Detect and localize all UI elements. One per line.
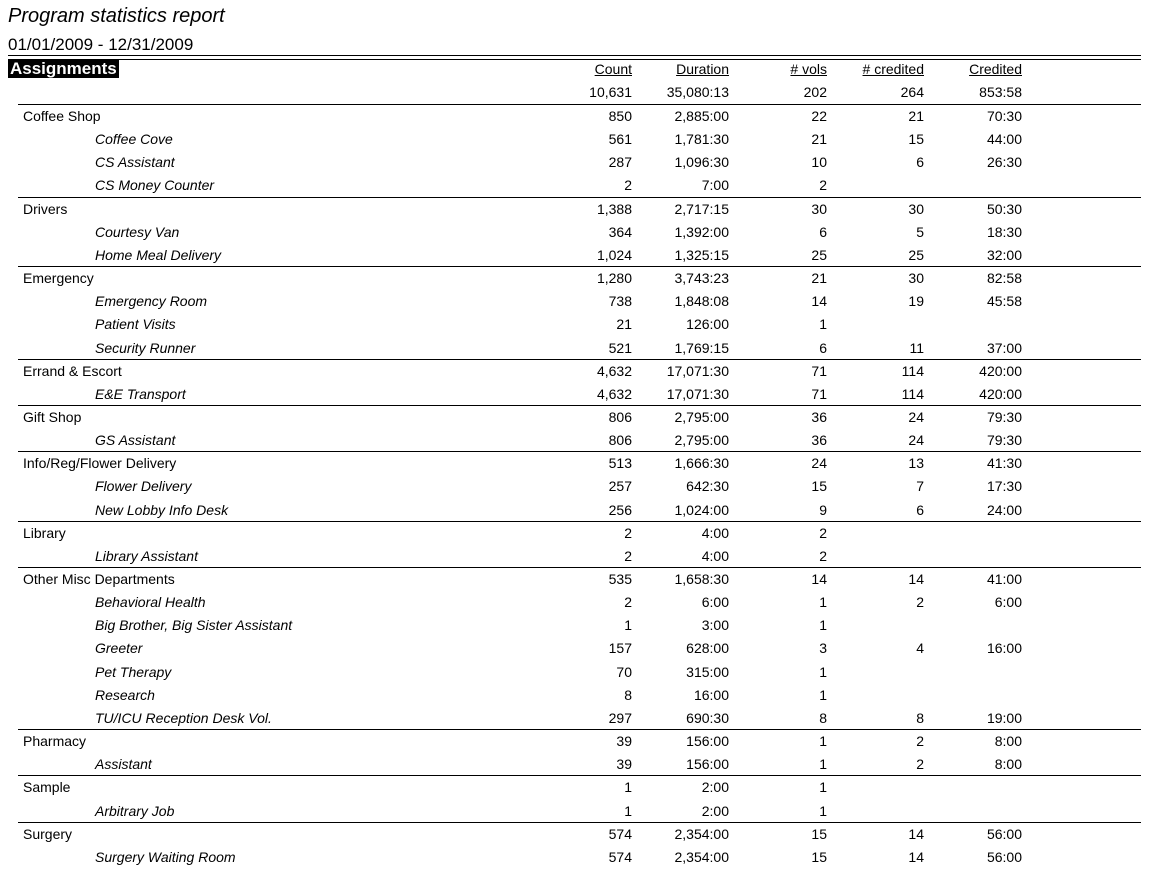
cell-credited: 56:00 bbox=[986, 849, 1022, 865]
cell-count: 850 bbox=[608, 108, 632, 124]
cell-vols: 14 bbox=[811, 571, 827, 587]
cell-count: 21 bbox=[616, 316, 632, 332]
cell-vols: 15 bbox=[811, 849, 827, 865]
cell-credited: 79:30 bbox=[986, 409, 1022, 425]
cell-credited: 6:00 bbox=[994, 594, 1022, 610]
cell-count: 364 bbox=[608, 224, 632, 240]
assignment-label: Flower Delivery bbox=[95, 478, 192, 494]
cell-vols: 1 bbox=[819, 594, 827, 610]
cell-vols: 1 bbox=[819, 664, 827, 680]
cell-credited: 44:00 bbox=[986, 131, 1022, 147]
assignment-label: Behavioral Health bbox=[95, 594, 206, 610]
cell-vols: 1 bbox=[819, 316, 827, 332]
cell-count: 39 bbox=[616, 733, 632, 749]
cell-count: 4,632 bbox=[596, 363, 632, 379]
cell-count: 70 bbox=[616, 664, 632, 680]
cell-count: 1 bbox=[624, 779, 632, 795]
cell-count: 39 bbox=[616, 756, 632, 772]
cell-credited-count: 30 bbox=[908, 201, 924, 217]
assignment-row bbox=[0, 636, 1149, 659]
cell-credited-count: 24 bbox=[908, 409, 924, 425]
cell-vols: 3 bbox=[819, 640, 827, 656]
header-rule-top bbox=[8, 55, 1141, 56]
report-title: Program statistics report bbox=[8, 5, 225, 27]
group-row bbox=[0, 521, 1149, 544]
assignment-label: Security Runner bbox=[95, 340, 196, 356]
cell-vols: 8 bbox=[819, 710, 827, 726]
cell-duration: 3:00 bbox=[701, 617, 729, 633]
assignment-row bbox=[0, 243, 1149, 266]
cell-credited-count: 2 bbox=[916, 733, 924, 749]
cell-credited: 41:00 bbox=[986, 571, 1022, 587]
section-label-assignments: Assignments bbox=[10, 59, 117, 78]
cell-count: 574 bbox=[608, 849, 632, 865]
cell-duration: 6:00 bbox=[701, 594, 729, 610]
assignment-label: Patient Visits bbox=[95, 316, 176, 332]
group-label: Pharmacy bbox=[23, 733, 87, 749]
cell-count: 1 bbox=[624, 617, 632, 633]
cell-credited: 70:30 bbox=[986, 108, 1022, 124]
assignment-row bbox=[0, 752, 1149, 775]
cell-vols: 21 bbox=[811, 270, 827, 286]
cell-credited-count: 6 bbox=[916, 154, 924, 170]
cell-duration: 3,743:23 bbox=[674, 270, 729, 286]
cell-count: 297 bbox=[608, 710, 632, 726]
cell-duration: 17,071:30 bbox=[666, 363, 729, 379]
cell-vols: 15 bbox=[811, 826, 827, 842]
cell-duration: 2,354:00 bbox=[674, 826, 729, 842]
cell-vols: 30 bbox=[811, 201, 827, 217]
assignment-row bbox=[0, 590, 1149, 613]
total-credited: 853:58 bbox=[979, 84, 1022, 100]
assignment-label: Emergency Room bbox=[95, 293, 208, 309]
cell-duration: 7:00 bbox=[701, 177, 729, 193]
cell-duration: 156:00 bbox=[686, 733, 729, 749]
group-label: Library bbox=[23, 525, 66, 541]
cell-count: 2 bbox=[624, 177, 632, 193]
cell-count: 1,388 bbox=[596, 201, 632, 217]
cell-duration: 17,071:30 bbox=[666, 386, 729, 402]
group-label: Other Misc Departments bbox=[23, 571, 175, 587]
cell-duration: 1,024:00 bbox=[674, 502, 729, 518]
cell-count: 574 bbox=[608, 826, 632, 842]
cell-vols: 1 bbox=[819, 756, 827, 772]
cell-credited: 26:30 bbox=[986, 154, 1022, 170]
cell-duration: 4:00 bbox=[701, 548, 729, 564]
assignment-label: Library Assistant bbox=[95, 548, 198, 564]
cell-duration: 1,666:30 bbox=[674, 455, 729, 471]
cell-vols: 22 bbox=[811, 108, 827, 124]
assignment-label: Assistant bbox=[95, 756, 152, 772]
cell-vols: 1 bbox=[819, 617, 827, 633]
cell-vols: 24 bbox=[811, 455, 827, 471]
cell-duration: 1,392:00 bbox=[674, 224, 729, 240]
cell-count: 257 bbox=[608, 478, 632, 494]
cell-count: 1,024 bbox=[596, 247, 632, 263]
group-label: Emergency bbox=[23, 270, 94, 286]
cell-vols: 25 bbox=[811, 247, 827, 263]
cell-count: 561 bbox=[608, 131, 632, 147]
cell-duration: 2,795:00 bbox=[674, 409, 729, 425]
cell-duration: 690:30 bbox=[686, 710, 729, 726]
cell-credited: 32:00 bbox=[986, 247, 1022, 263]
cell-vols: 2 bbox=[819, 525, 827, 541]
group-label: Surgery bbox=[23, 826, 73, 842]
group-label: Coffee Shop bbox=[23, 108, 101, 124]
cell-credited: 8:00 bbox=[994, 756, 1022, 772]
cell-credited-count: 4 bbox=[916, 640, 924, 656]
cell-vols: 71 bbox=[811, 363, 827, 379]
cell-vols: 15 bbox=[811, 478, 827, 494]
assignment-label: Big Brother, Big Sister Assistant bbox=[95, 617, 293, 633]
assignment-label: Surgery Waiting Room bbox=[95, 849, 236, 865]
assignment-label: TU/ICU Reception Desk Vol. bbox=[95, 710, 272, 726]
group-row bbox=[0, 451, 1149, 474]
assignment-label: Coffee Cove bbox=[95, 131, 173, 147]
cell-vols: 6 bbox=[819, 224, 827, 240]
column-header-vols: # vols bbox=[790, 61, 827, 77]
assignment-row bbox=[0, 220, 1149, 243]
cell-credited: 24:00 bbox=[986, 502, 1022, 518]
cell-count: 738 bbox=[608, 293, 632, 309]
cell-credited-count: 25 bbox=[908, 247, 924, 263]
assignment-label: Pet Therapy bbox=[95, 664, 172, 680]
assignment-row bbox=[0, 173, 1149, 196]
assignment-label: Home Meal Delivery bbox=[95, 247, 222, 263]
cell-vols: 10 bbox=[811, 154, 827, 170]
cell-vols: 1 bbox=[819, 779, 827, 795]
cell-vols: 1 bbox=[819, 803, 827, 819]
column-header-credited-count: # credited bbox=[862, 61, 924, 77]
cell-credited-count: 21 bbox=[908, 108, 924, 124]
cell-credited-count: 114 bbox=[901, 363, 924, 379]
cell-credited-count: 7 bbox=[916, 478, 924, 494]
cell-credited-count: 6 bbox=[916, 502, 924, 518]
assignment-row bbox=[0, 660, 1149, 683]
cell-count: 535 bbox=[608, 571, 632, 587]
assignment-label: Courtesy Van bbox=[95, 224, 180, 240]
cell-credited: 19:00 bbox=[986, 710, 1022, 726]
cell-duration: 2:00 bbox=[701, 803, 729, 819]
cell-vols: 21 bbox=[811, 131, 827, 147]
assignment-row bbox=[0, 845, 1149, 868]
assignment-label: Research bbox=[95, 687, 155, 703]
cell-credited-count: 14 bbox=[908, 849, 924, 865]
group-row bbox=[0, 104, 1149, 127]
report-date-range: 01/01/2009 - 12/31/2009 bbox=[8, 35, 194, 54]
cell-credited-count: 24 bbox=[908, 432, 924, 448]
cell-vols: 2 bbox=[819, 177, 827, 193]
assignment-row bbox=[0, 544, 1149, 567]
group-label: Drivers bbox=[23, 201, 68, 217]
cell-vols: 1 bbox=[819, 733, 827, 749]
cell-credited-count: 15 bbox=[908, 131, 924, 147]
cell-count: 287 bbox=[608, 154, 632, 170]
group-row bbox=[0, 567, 1149, 590]
cell-duration: 1,096:30 bbox=[674, 154, 729, 170]
group-label: Errand & Escort bbox=[23, 363, 122, 379]
cell-count: 806 bbox=[608, 409, 632, 425]
cell-count: 4,632 bbox=[596, 386, 632, 402]
cell-credited-count: 30 bbox=[908, 270, 924, 286]
cell-credited-count: 5 bbox=[916, 224, 924, 240]
cell-credited: 18:30 bbox=[986, 224, 1022, 240]
cell-credited: 41:30 bbox=[986, 455, 1022, 471]
assignment-label: Arbitrary Job bbox=[95, 803, 175, 819]
total-vols: 202 bbox=[803, 84, 827, 100]
cell-vols: 1 bbox=[819, 687, 827, 703]
cell-duration: 2,354:00 bbox=[674, 849, 729, 865]
cell-duration: 4:00 bbox=[701, 525, 729, 541]
cell-count: 1,280 bbox=[596, 270, 632, 286]
group-label: Sample bbox=[23, 779, 71, 795]
column-header-duration: Duration bbox=[676, 61, 729, 77]
cell-count: 1 bbox=[624, 803, 632, 819]
cell-duration: 16:00 bbox=[693, 687, 729, 703]
cell-count: 157 bbox=[608, 640, 632, 656]
cell-duration: 315:00 bbox=[686, 664, 729, 680]
cell-duration: 2:00 bbox=[701, 779, 729, 795]
cell-duration: 1,769:15 bbox=[674, 340, 729, 356]
group-label: Info/Reg/Flower Delivery bbox=[23, 455, 177, 471]
column-header-count: Count bbox=[594, 61, 632, 77]
assignment-label: E&E Transport bbox=[95, 386, 186, 402]
group-label: Gift Shop bbox=[23, 409, 82, 425]
cell-vols: 71 bbox=[811, 386, 827, 402]
cell-vols: 36 bbox=[811, 409, 827, 425]
assignment-label: CS Money Counter bbox=[95, 177, 215, 193]
cell-credited-count: 114 bbox=[901, 386, 924, 402]
assignment-label: GS Assistant bbox=[95, 432, 176, 448]
cell-credited-count: 14 bbox=[908, 571, 924, 587]
cell-duration: 1,658:30 bbox=[674, 571, 729, 587]
assignment-row bbox=[0, 336, 1149, 359]
cell-credited: 82:58 bbox=[986, 270, 1022, 286]
total-count: 10,631 bbox=[589, 84, 632, 100]
assignment-row bbox=[0, 127, 1149, 150]
cell-duration: 642:30 bbox=[686, 478, 729, 494]
cell-vols: 36 bbox=[811, 432, 827, 448]
cell-credited-count: 19 bbox=[908, 293, 924, 309]
cell-credited: 8:00 bbox=[994, 733, 1022, 749]
cell-vols: 14 bbox=[811, 293, 827, 309]
cell-count: 8 bbox=[624, 687, 632, 703]
cell-credited: 45:58 bbox=[986, 293, 1022, 309]
group-row bbox=[0, 775, 1149, 798]
cell-credited: 79:30 bbox=[986, 432, 1022, 448]
cell-credited-count: 11 bbox=[909, 340, 924, 356]
group-row bbox=[0, 197, 1149, 220]
assignment-row bbox=[0, 706, 1149, 729]
cell-count: 2 bbox=[624, 594, 632, 610]
cell-duration: 126:00 bbox=[686, 316, 729, 332]
cell-count: 2 bbox=[624, 548, 632, 564]
assignment-label: Greeter bbox=[95, 640, 143, 656]
cell-duration: 1,325:15 bbox=[674, 247, 729, 263]
cell-count: 806 bbox=[608, 432, 632, 448]
assignment-row bbox=[0, 428, 1149, 451]
column-header-credited: Credited bbox=[969, 61, 1022, 77]
assignment-row bbox=[0, 613, 1149, 636]
assignment-row bbox=[0, 683, 1149, 706]
cell-count: 256 bbox=[608, 502, 632, 518]
cell-count: 521 bbox=[608, 340, 632, 356]
cell-credited-count: 14 bbox=[908, 826, 924, 842]
cell-credited: 17:30 bbox=[986, 478, 1022, 494]
cell-duration: 2,885:00 bbox=[674, 108, 729, 124]
cell-duration: 628:00 bbox=[686, 640, 729, 656]
cell-count: 513 bbox=[608, 455, 632, 471]
assignment-row bbox=[0, 498, 1149, 521]
cell-duration: 1,781:30 bbox=[674, 131, 729, 147]
total-duration: 35,080:13 bbox=[666, 84, 729, 100]
cell-credited: 420:00 bbox=[979, 386, 1022, 402]
assignment-label: CS Assistant bbox=[95, 154, 175, 170]
assignment-row bbox=[0, 382, 1149, 405]
cell-vols: 9 bbox=[819, 502, 827, 518]
cell-vols: 2 bbox=[819, 548, 827, 564]
cell-credited-count: 2 bbox=[916, 756, 924, 772]
cell-duration: 1,848:08 bbox=[674, 293, 729, 309]
assignment-row bbox=[0, 474, 1149, 497]
assignment-row bbox=[0, 150, 1149, 173]
cell-duration: 156:00 bbox=[686, 756, 729, 772]
total-credited-count: 264 bbox=[900, 84, 924, 100]
group-row bbox=[0, 266, 1149, 289]
assignment-row bbox=[0, 799, 1149, 822]
cell-vols: 6 bbox=[819, 340, 827, 356]
cell-count: 2 bbox=[624, 525, 632, 541]
cell-credited-count: 13 bbox=[908, 455, 924, 471]
group-row bbox=[0, 359, 1149, 382]
cell-credited: 37:00 bbox=[986, 340, 1022, 356]
assignment-label: New Lobby Info Desk bbox=[95, 502, 229, 518]
cell-credited-count: 2 bbox=[916, 594, 924, 610]
cell-credited-count: 8 bbox=[916, 710, 924, 726]
cell-credited: 420:00 bbox=[979, 363, 1022, 379]
group-row bbox=[0, 405, 1149, 428]
cell-duration: 2,717:15 bbox=[674, 201, 729, 217]
cell-credited: 16:00 bbox=[986, 640, 1022, 656]
cell-credited: 50:30 bbox=[986, 201, 1022, 217]
header-rule-bottom bbox=[8, 59, 1141, 60]
cell-credited: 56:00 bbox=[986, 826, 1022, 842]
group-row bbox=[0, 822, 1149, 845]
group-row bbox=[0, 729, 1149, 752]
assignment-row bbox=[0, 289, 1149, 312]
assignment-row bbox=[0, 312, 1149, 335]
cell-duration: 2,795:00 bbox=[674, 432, 729, 448]
